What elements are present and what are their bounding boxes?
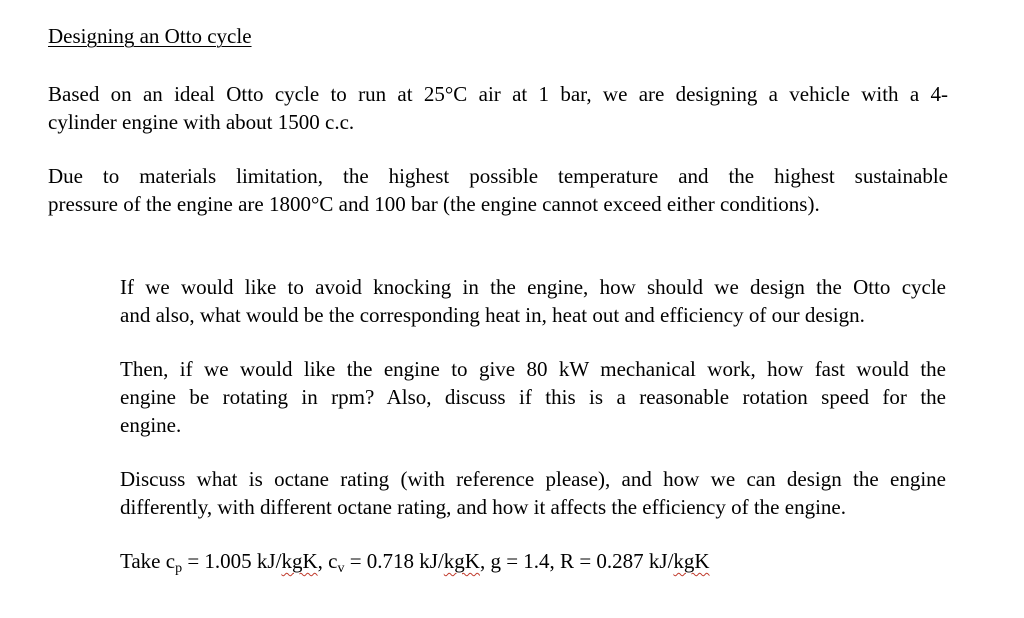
limits-paragraph bbox=[48, 162, 948, 218]
constants-text bbox=[120, 547, 946, 575]
limits-line-1: Due to materials limitation, the highest possible temperature and the highest sustainable bbox=[48, 164, 948, 188]
constants-separator-1: , c bbox=[317, 549, 338, 573]
constants-line bbox=[120, 547, 946, 575]
cp-subscript: p bbox=[175, 561, 183, 576]
cp-unit: kgK bbox=[281, 549, 318, 573]
question-3-line-1: Discuss what is octane rating (with reference please), and how we can design the engine bbox=[120, 467, 946, 491]
question-2-line-3: engine. bbox=[120, 413, 182, 437]
cv-subscript: v bbox=[337, 561, 345, 576]
question-1-paragraph bbox=[120, 273, 946, 329]
constants-separator-2: , g = 1.4, R = 0.287 kJ/ bbox=[479, 549, 674, 573]
cp-value: = 1.005 kJ/ bbox=[182, 549, 282, 573]
limits-line-2: pressure of the engine are 1800°C and 100 bar (the engine cannot exceed either conditions). bbox=[48, 192, 820, 216]
question-1-line-1: If we would like to avoid knocking in the engine, how should we design the Otto cycle bbox=[120, 275, 946, 299]
document-title: Designing an Otto cycle bbox=[48, 24, 252, 48]
question-2-paragraph bbox=[120, 355, 946, 439]
question-3-paragraph bbox=[120, 465, 946, 521]
question-3-line-2: differently, with different octane rating, and how it affects the efficiency of the engine. bbox=[120, 495, 846, 519]
question-2-line-1: Then, if we would like the engine to give 80 kW mechanical work, how fast would the bbox=[120, 357, 946, 381]
question-1-line-2: and also, what would be the corresponding heat in, heat out and efficiency of our design. bbox=[120, 303, 865, 327]
r-unit: kgK bbox=[673, 549, 710, 573]
constants-prefix: Take c bbox=[120, 549, 176, 573]
cv-value: = 0.718 kJ/ bbox=[344, 549, 444, 573]
cv-unit: kgK bbox=[443, 549, 480, 573]
intro-paragraph bbox=[48, 80, 948, 136]
intro-line-1: Based on an ideal Otto cycle to run at 25°C air at 1 bar, we are designing a vehicle with a 4- bbox=[48, 82, 948, 106]
intro-line-2: cylinder engine with about 1500 c.c. bbox=[48, 110, 355, 134]
question-2-line-2: engine be rotating in rpm? Also, discuss if this is a reasonable rotation speed for the bbox=[120, 385, 946, 409]
